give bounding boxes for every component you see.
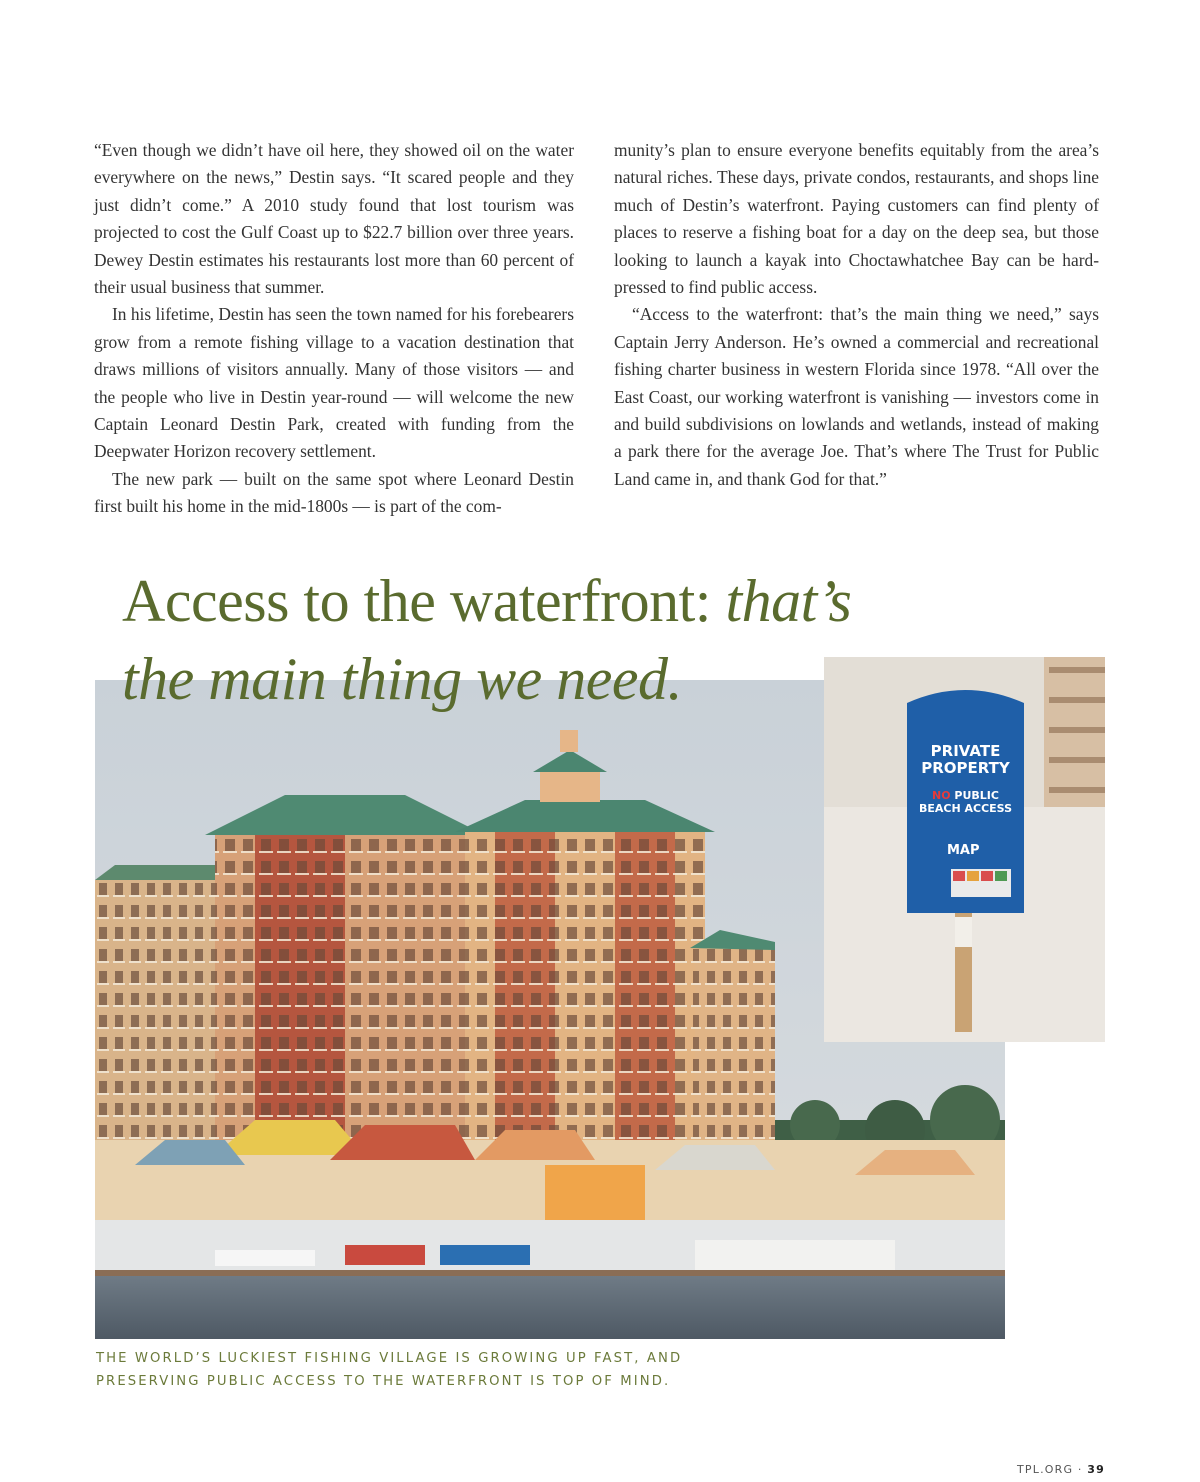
- caption-line: THE WORLD’S LUCKIEST FISHING VILLAGE IS GROWING UP FAST, AND: [96, 1351, 683, 1366]
- paragraph: “Even though we didn’t have oil here, they showed oil on the water everywhere on the news,” Destin says. “It scared people and they just didn’t come.” A 2010 study found that lost tourism was projected to cost the Gulf Coast up to $22.7 billion over three years. Dewey Destin estimates his restaurants lost more than 60 percent of their usual business that summer.: [94, 140, 574, 298]
- caption-line: PRESERVING PUBLIC ACCESS TO THE WATERFRONT IS TOP OF MIND.: [96, 1374, 671, 1389]
- paragraph: The new park — built on the same spot where Leonard Destin first built his home in the mid-1800s — is part of the com-: [94, 468, 574, 517]
- pull-quote-italic: the main thing we need.: [122, 646, 683, 712]
- paragraph: munity’s plan to ensure everyone benefits equitably from the area’s natural riches. These days, private condos, restaurants, and shops line much of Destin’s waterfront. Paying customers can find plenty of places to reserve a fishing boat for a day on the deep sea, but those looking to launch a kayak into Choctawhatchee Bay can be hard-pressed to find public access.: [614, 140, 1099, 298]
- sign-line-property: PROPERTY: [921, 759, 1010, 777]
- sign-no-word: NO: [932, 789, 951, 802]
- article-column-right: [614, 137, 1099, 493]
- sign-text: [907, 743, 1024, 858]
- sign-line-beach-access: BEACH ACCESS: [918, 802, 1013, 815]
- private-property-sign-photo: [824, 657, 1105, 1042]
- pull-quote-italic: that’s: [725, 568, 852, 634]
- page-number: 39: [1087, 1463, 1105, 1476]
- article-column-left: [94, 137, 574, 521]
- pull-quote: [122, 562, 851, 718]
- page-folio: [1017, 1463, 1105, 1476]
- photo-caption: [96, 1347, 682, 1393]
- pull-quote-roman: Access to the waterfront:: [122, 568, 726, 634]
- site-url[interactable]: TPL.ORG ·: [1016, 1463, 1088, 1476]
- sign-line-public: [907, 789, 1024, 802]
- paragraph: In his lifetime, Destin has seen the town named for his forebearers grow from a remote fishing village to a vacation destination that draws millions of visitors annually. Many of those visitors — and the people who live in Destin year-round — will welcome the new Captain Leonard Destin Park, created with funding from the Deepwater Horizon recovery settlement.: [94, 304, 574, 462]
- sign-public-word: PUBLIC: [950, 789, 999, 802]
- sign-line-map: MAP: [947, 843, 980, 858]
- paragraph: “Access to the waterfront: that’s the main thing we need,” says Captain Jerry Anderson. He’s owned a commercial and recreational fishing charter business in western Florida since 1978. “All over the East Coast, our working waterfront is vanishing — investors come in and build subdivisions on lowlands and wetlands, instead of making a park there for the average Joe. That’s where The Trust for Public Land came in, and thank God for that.”: [614, 304, 1099, 489]
- sign-line-private: PRIVATE: [930, 742, 1001, 760]
